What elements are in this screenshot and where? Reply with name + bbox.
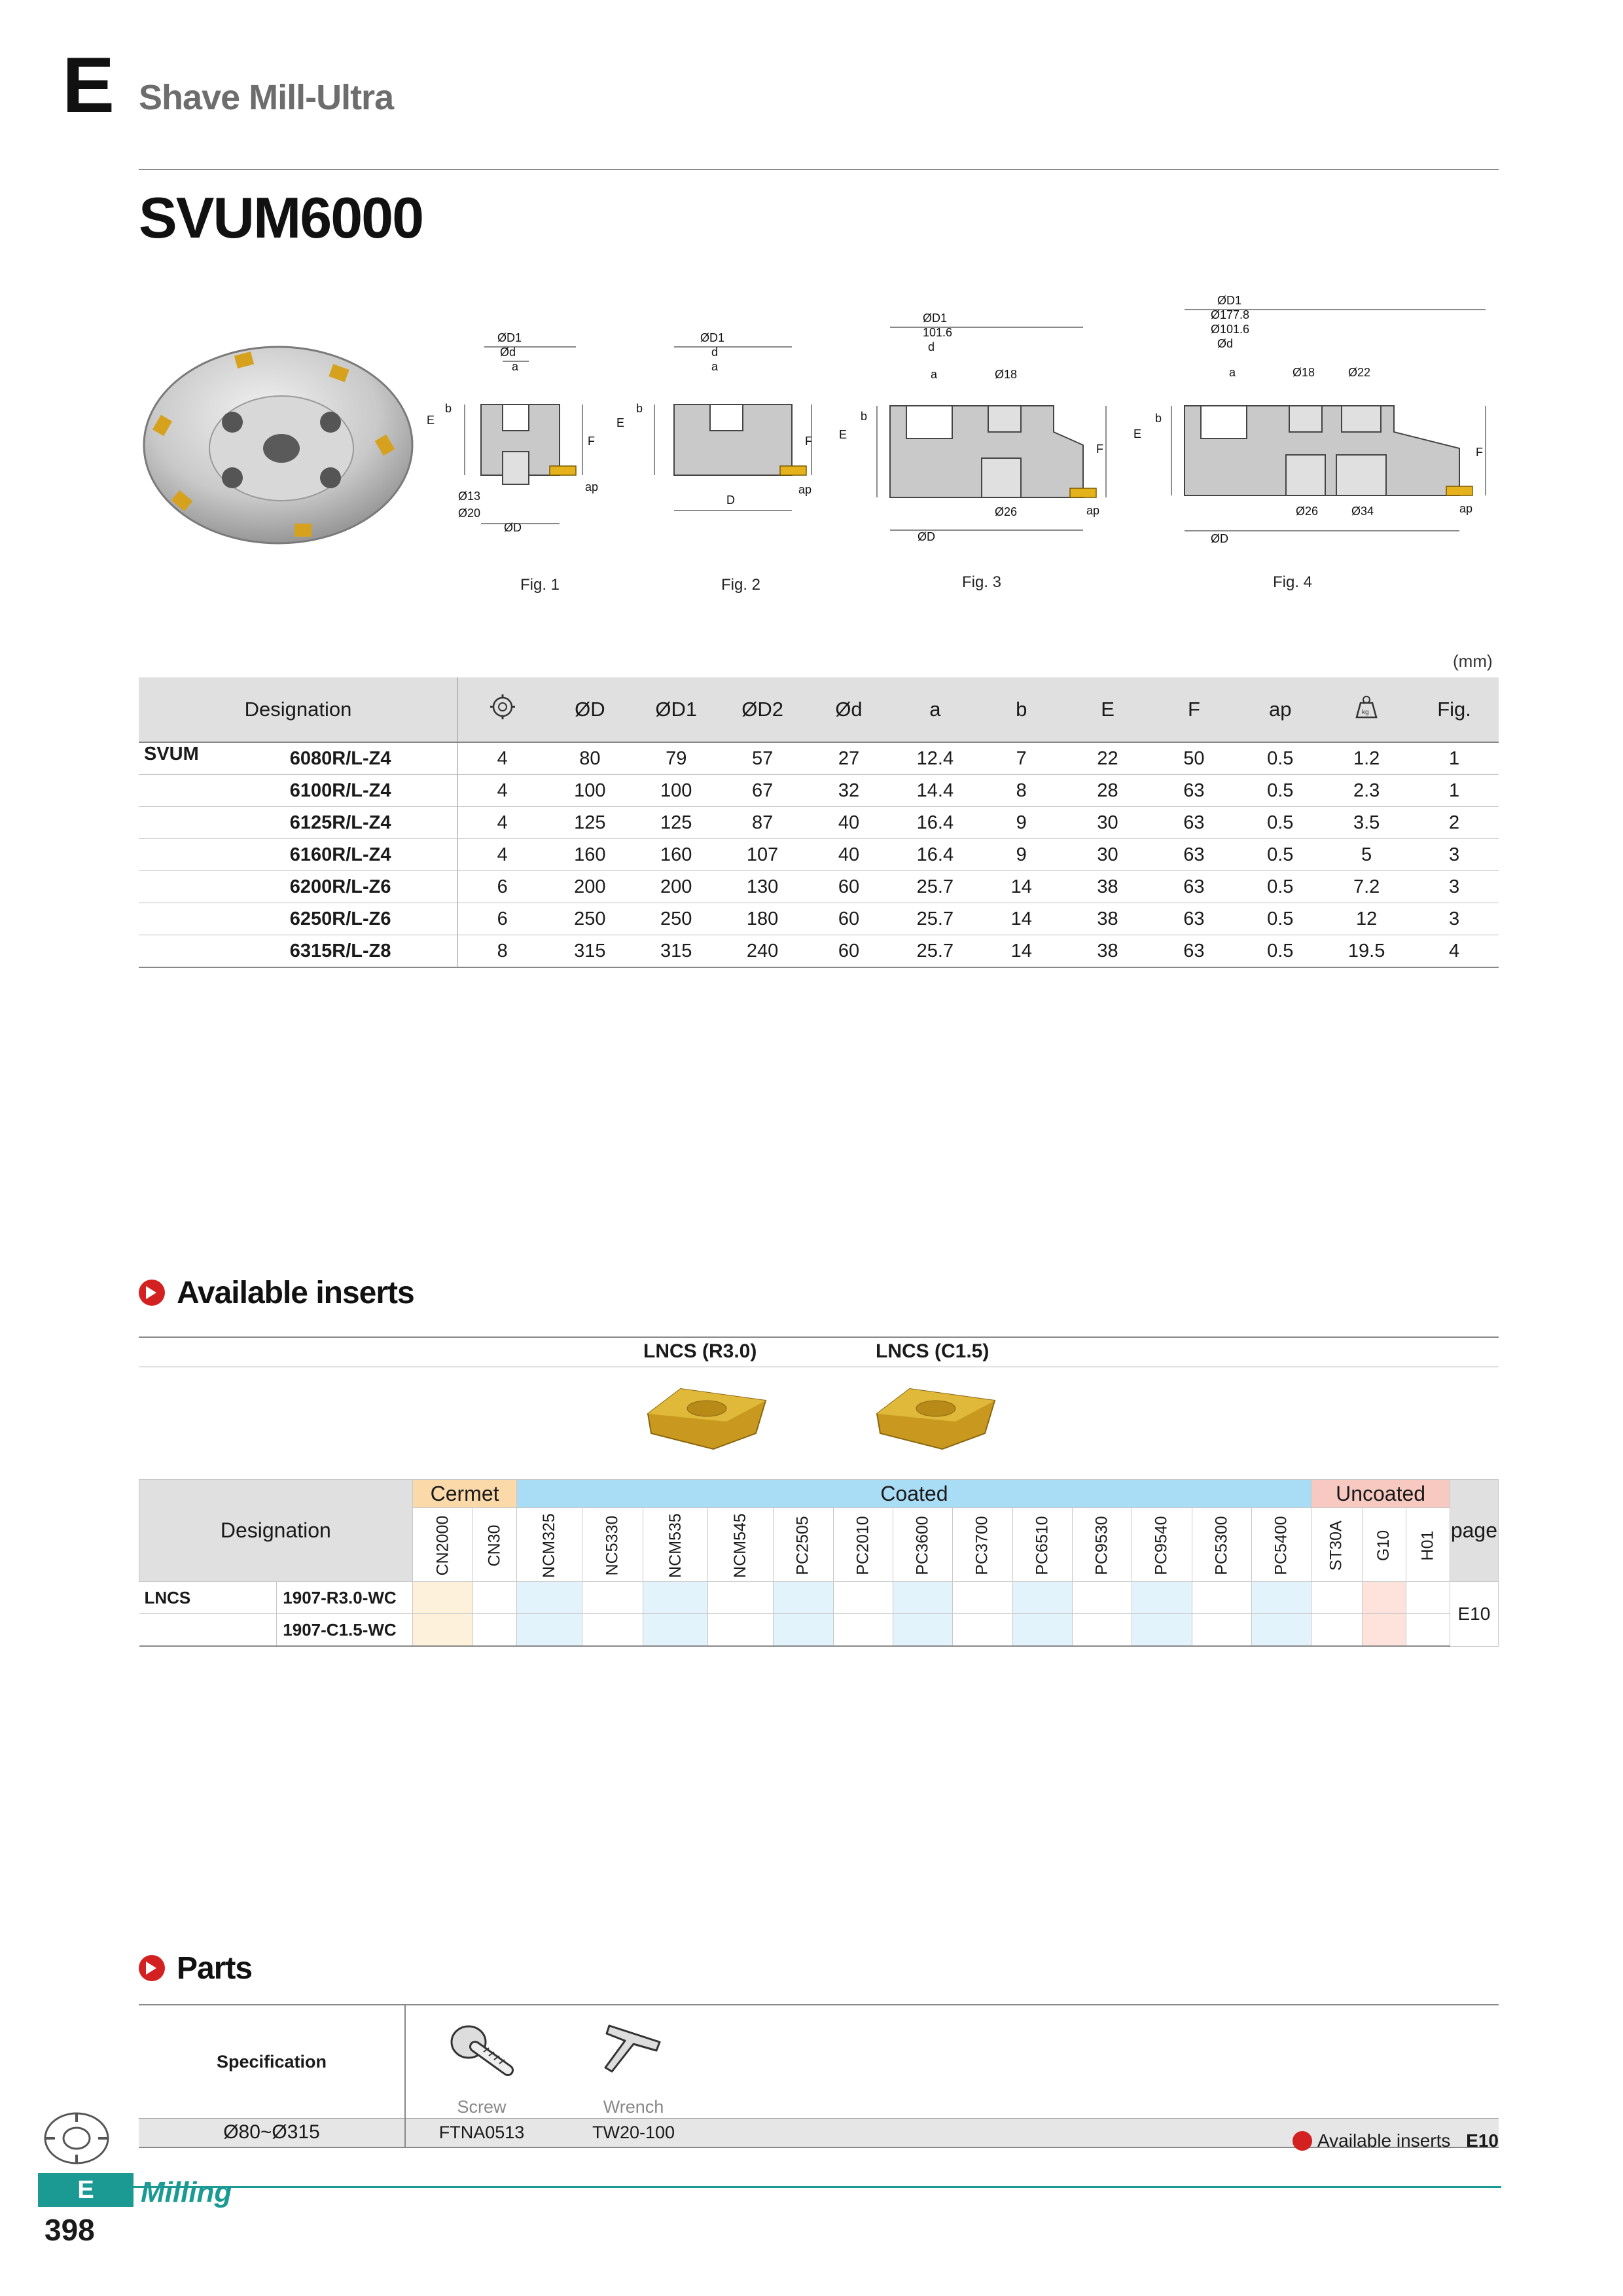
footer-section-tab: E <box>38 2173 134 2207</box>
value-cell: 38 <box>1065 935 1151 968</box>
header-a: a <box>892 677 978 742</box>
value-cell: 4 <box>1410 935 1499 968</box>
value-cell: 27 <box>806 742 892 775</box>
grade-cell <box>1311 1582 1362 1614</box>
fig2-dim-D1: ØD1 <box>700 331 725 344</box>
value-cell: 7.2 <box>1323 871 1410 903</box>
fig4-dim-E: E <box>1133 427 1142 440</box>
value-cell: 1 <box>1410 742 1499 775</box>
grade-cell <box>833 1582 893 1614</box>
family-cell <box>139 903 289 935</box>
grade-cell <box>1072 1614 1132 1647</box>
value-cell: 160 <box>633 839 719 871</box>
fig1-dim-F: F <box>588 435 595 448</box>
value-cell: 60 <box>806 871 892 903</box>
grade-cell <box>953 1614 1012 1647</box>
table-row <box>139 775 1499 807</box>
bullet-arrow-icon <box>139 1955 165 1981</box>
grade-cell <box>412 1614 473 1647</box>
weight-icon <box>1323 677 1410 742</box>
value-cell: 50 <box>1150 742 1237 775</box>
grade-cell <box>1311 1614 1362 1647</box>
header-ap: ap <box>1237 677 1323 742</box>
fig4-dim-D22: Ø22 <box>1348 366 1371 379</box>
value-cell: 12.4 <box>892 742 978 775</box>
value-cell: 100 <box>633 775 719 807</box>
grade-cell <box>1012 1582 1072 1614</box>
value-cell: 9 <box>978 839 1065 871</box>
grade-cell <box>1406 1614 1450 1647</box>
grade-cell <box>1406 1582 1450 1614</box>
footer-inserts-link[interactable]: Available inserts E10 <box>1293 2130 1499 2151</box>
grade-cell <box>473 1614 517 1647</box>
value-cell: 22 <box>1065 742 1151 775</box>
designation-cell: 6080R/L-Z4 <box>289 742 458 775</box>
value-cell: 9 <box>978 807 1065 839</box>
header-designation: Designation <box>139 677 458 742</box>
grade-cell <box>1362 1582 1406 1614</box>
fig2-label: Fig. 2 <box>721 576 761 594</box>
fig1-dim-ap: ap <box>585 480 599 493</box>
table-row <box>139 935 1499 968</box>
fig1-dim-D: ØD <box>504 521 522 534</box>
header-D2: ØD2 <box>719 677 806 742</box>
value-cell: 4 <box>458 839 547 871</box>
grade-header: NCM325 <box>517 1508 582 1582</box>
grade-cell <box>1132 1614 1192 1647</box>
parts-spec-label: Specification <box>139 2005 405 2119</box>
parts-table <box>139 2004 1499 2148</box>
cutter-photo <box>134 340 422 550</box>
unit-label: (mm) <box>1453 651 1493 671</box>
grade-header: PC5400 <box>1252 1508 1311 1582</box>
header-d: Ød <box>806 677 892 742</box>
value-cell: 32 <box>806 775 892 807</box>
grade-header: PC9530 <box>1072 1508 1132 1582</box>
header-b: b <box>978 677 1065 742</box>
value-cell: 0.5 <box>1237 871 1323 903</box>
grade-cell <box>833 1614 893 1647</box>
grade-page-header: page <box>1450 1480 1498 1582</box>
value-cell: 63 <box>1150 807 1237 839</box>
grade-cell <box>1012 1614 1072 1647</box>
value-cell: 0.5 <box>1237 807 1323 839</box>
value-cell: 0.5 <box>1237 742 1323 775</box>
fig4-label: Fig. 4 <box>1273 573 1313 591</box>
milling-cutter-icon <box>41 2109 113 2168</box>
group-cermet: Cermet <box>412 1480 517 1508</box>
insert-family-cell: LNCS <box>139 1582 277 1614</box>
value-cell: 3 <box>1410 871 1499 903</box>
insert-name-c15: LNCS (C1.5) <box>876 1340 990 1362</box>
value-cell: 60 <box>806 935 892 968</box>
fig2-dim-b: b <box>636 402 643 415</box>
value-cell: 0.5 <box>1237 839 1323 871</box>
value-cell: 125 <box>633 807 719 839</box>
parts-heading: Parts <box>139 1950 252 1986</box>
insert-designation-cell: 1907-C1.5-WC <box>276 1614 412 1647</box>
value-cell: 63 <box>1150 903 1237 935</box>
parts-wrench-code: TW20-100 <box>558 2119 709 2147</box>
fig1-dim-D20: Ø20 <box>458 507 481 520</box>
value-cell: 8 <box>978 775 1065 807</box>
value-cell: 100 <box>546 775 633 807</box>
value-cell: 3 <box>1410 903 1499 935</box>
value-cell: 6 <box>458 871 547 903</box>
fig2-dim-D: D <box>726 493 735 507</box>
teeth-icon <box>458 677 547 742</box>
value-cell: 125 <box>546 807 633 839</box>
fig4-drawing <box>1126 291 1499 553</box>
fig1-dim-E: E <box>427 414 435 427</box>
fig3-dim-ap: ap <box>1086 504 1100 517</box>
insert-family-cell <box>139 1614 277 1647</box>
grade-header: NC5330 <box>582 1508 643 1582</box>
svg-text:kg: kg <box>1362 709 1369 716</box>
fig2-drawing <box>609 327 825 524</box>
family-cell <box>139 839 289 871</box>
value-cell: 4 <box>458 807 547 839</box>
value-cell: 107 <box>719 839 806 871</box>
grade-header: CN30 <box>473 1508 517 1582</box>
value-cell: 3.5 <box>1323 807 1410 839</box>
grade-header: PC2505 <box>774 1508 833 1582</box>
value-cell: 28 <box>1065 775 1151 807</box>
value-cell: 160 <box>546 839 633 871</box>
fig3-dim-b: b <box>861 410 868 423</box>
value-cell: 8 <box>458 935 547 968</box>
fig4-dim-ap: ap <box>1459 502 1473 515</box>
value-cell: 1 <box>1410 775 1499 807</box>
value-cell: 87 <box>719 807 806 839</box>
grade-cell <box>953 1582 1012 1614</box>
value-cell: 16.4 <box>892 807 978 839</box>
value-cell: 12 <box>1323 903 1410 935</box>
value-cell: 250 <box>546 903 633 935</box>
table-row <box>139 839 1499 871</box>
grade-cell <box>582 1582 643 1614</box>
parts-item-wrench: Wrench <box>603 2097 664 2117</box>
grade-cell <box>708 1614 774 1647</box>
grade-cell <box>643 1582 708 1614</box>
insert-name-r30: LNCS (R3.0) <box>643 1340 757 1362</box>
value-cell: 40 <box>806 807 892 839</box>
grade-cell <box>517 1614 582 1647</box>
grade-cell <box>1072 1582 1132 1614</box>
grade-cell <box>1252 1614 1311 1647</box>
family-cell <box>139 871 289 903</box>
fig4-dim-D34: Ø34 <box>1351 505 1374 518</box>
insert-image-c15 <box>870 1381 1001 1453</box>
group-uncoated: Uncoated <box>1311 1480 1450 1508</box>
grade-cell <box>412 1582 473 1614</box>
value-cell: 4 <box>458 742 547 775</box>
value-cell: 57 <box>719 742 806 775</box>
family-cell <box>139 935 289 968</box>
grade-header: PC3600 <box>893 1508 952 1582</box>
grade-designation-header: Designation <box>139 1480 413 1582</box>
fig4-dim-F: F <box>1476 446 1483 459</box>
value-cell: 14.4 <box>892 775 978 807</box>
insert-row <box>139 1614 1499 1647</box>
value-cell: 25.7 <box>892 935 978 968</box>
fig4-dim-D26: Ø26 <box>1296 505 1319 518</box>
designation-cell: 6160R/L-Z4 <box>289 839 458 871</box>
grade-cell <box>473 1582 517 1614</box>
value-cell: 180 <box>719 903 806 935</box>
grade-cell <box>1192 1582 1251 1614</box>
designation-cell: 6100R/L-Z4 <box>289 775 458 807</box>
family-cell: SVUM <box>139 742 289 775</box>
value-cell: 14 <box>978 871 1065 903</box>
grade-cell <box>774 1614 833 1647</box>
value-cell: 5 <box>1323 839 1410 871</box>
grade-cell <box>774 1582 833 1614</box>
value-cell: 63 <box>1150 935 1237 968</box>
header-F: F <box>1150 677 1237 742</box>
value-cell: 200 <box>633 871 719 903</box>
grade-header: PC3700 <box>953 1508 1012 1582</box>
value-cell: 19.5 <box>1323 935 1410 968</box>
fig4-dim-D18: Ø18 <box>1293 366 1315 379</box>
grade-cell <box>517 1582 582 1614</box>
value-cell: 67 <box>719 775 806 807</box>
grade-table <box>139 1479 1499 1647</box>
grade-cell <box>1252 1582 1311 1614</box>
grade-header: H01 <box>1406 1508 1450 1582</box>
page-number: 398 <box>45 2213 95 2247</box>
fig1-dim-D13: Ø13 <box>458 490 481 503</box>
value-cell: 30 <box>1065 807 1151 839</box>
grade-header: PC6510 <box>1012 1508 1072 1582</box>
fig3-dim-D26: Ø26 <box>995 505 1018 518</box>
fig1-dim-D1: ØD1 <box>497 331 522 344</box>
value-cell: 14 <box>978 903 1065 935</box>
value-cell: 6 <box>458 903 547 935</box>
grade-header: PC2010 <box>833 1508 893 1582</box>
parts-item-screw: Screw <box>457 2097 507 2117</box>
group-coated: Coated <box>517 1480 1311 1508</box>
fig4-dim-D1: ØD1 <box>1217 294 1242 307</box>
value-cell: 3 <box>1410 839 1499 871</box>
value-cell: 0.5 <box>1237 935 1323 968</box>
value-cell: 80 <box>546 742 633 775</box>
value-cell: 60 <box>806 903 892 935</box>
value-cell: 7 <box>978 742 1065 775</box>
parts-screw-code: FTNA0513 <box>405 2119 558 2147</box>
grade-cell <box>708 1582 774 1614</box>
fig4-dim-1016: Ø101.6 <box>1211 323 1250 336</box>
value-cell: 4 <box>458 775 547 807</box>
grade-cell <box>643 1614 708 1647</box>
fig1-dim-d: Ød <box>500 346 516 359</box>
value-cell: 200 <box>546 871 633 903</box>
fig1-dim-a: a <box>512 360 519 373</box>
parts-blank <box>709 2005 1499 2096</box>
value-cell: 130 <box>719 871 806 903</box>
fig4-dim-b: b <box>1155 412 1162 425</box>
header-D1: ØD1 <box>633 677 719 742</box>
value-cell: 2 <box>1410 807 1499 839</box>
value-cell: 79 <box>633 742 719 775</box>
grade-header: NCM535 <box>643 1508 708 1582</box>
value-cell: 25.7 <box>892 903 978 935</box>
fig3-drawing <box>831 308 1119 550</box>
fig2-dim-ap: ap <box>798 483 812 496</box>
header-D: ØD <box>546 677 633 742</box>
fig2-dim-a: a <box>711 360 719 373</box>
product-title: SVUM6000 <box>139 185 423 250</box>
fig4-dim-a: a <box>1229 366 1236 379</box>
parts-blank2 <box>709 2096 1499 2119</box>
table-row <box>139 807 1499 839</box>
grade-header: G10 <box>1362 1508 1406 1582</box>
fig3-dim-F: F <box>1096 442 1103 456</box>
grade-cell <box>582 1614 643 1647</box>
header-E: E <box>1065 677 1151 742</box>
designation-cell: 6125R/L-Z4 <box>289 807 458 839</box>
insert-row <box>139 1582 1499 1614</box>
fig1-dim-b: b <box>445 402 452 415</box>
grade-cell <box>1132 1582 1192 1614</box>
screw-icon <box>405 2005 558 2096</box>
designation-cell: 6250R/L-Z6 <box>289 903 458 935</box>
family-cell <box>139 807 289 839</box>
grade-header: ST30A <box>1311 1508 1362 1582</box>
value-cell: 40 <box>806 839 892 871</box>
value-cell: 315 <box>633 935 719 968</box>
fig3-dim-D18: Ø18 <box>995 368 1018 381</box>
designation-cell: 6315R/L-Z8 <box>289 935 458 968</box>
grade-cell <box>1362 1614 1406 1647</box>
grade-header: PC9540 <box>1132 1508 1192 1582</box>
link-arrow-icon <box>1293 2131 1312 2151</box>
value-cell: 25.7 <box>892 871 978 903</box>
grade-cell <box>893 1582 952 1614</box>
insert-image-r30 <box>641 1381 772 1453</box>
grade-cell <box>1192 1614 1251 1647</box>
fig4-dim-1778: Ø177.8 <box>1211 308 1250 321</box>
value-cell: 1.2 <box>1323 742 1410 775</box>
footer-section-name: Milling <box>141 2176 232 2208</box>
grade-header: CN2000 <box>412 1508 473 1582</box>
table-row <box>139 742 1499 775</box>
value-cell: 63 <box>1150 775 1237 807</box>
insert-page-cell[interactable]: E10 <box>1450 1582 1498 1647</box>
value-cell: 0.5 <box>1237 775 1323 807</box>
designation-cell: 6200R/L-Z6 <box>289 871 458 903</box>
fig2-dim-d: d <box>711 346 719 359</box>
value-cell: 14 <box>978 935 1065 968</box>
fig3-label: Fig. 3 <box>962 573 1002 591</box>
fig3-dim-D1: ØD1 <box>923 312 948 325</box>
section-letter: E <box>62 41 115 129</box>
fig1-label: Fig. 1 <box>520 576 560 594</box>
value-cell: 38 <box>1065 871 1151 903</box>
grade-header: NCM545 <box>708 1508 774 1582</box>
grade-header: PC5300 <box>1192 1508 1251 1582</box>
value-cell: 63 <box>1150 839 1237 871</box>
fig2-dim-E: E <box>616 416 625 429</box>
table-row <box>139 903 1499 935</box>
grade-cell <box>893 1614 952 1647</box>
value-cell: 38 <box>1065 903 1151 935</box>
parts-range: Ø80~Ø315 <box>139 2119 405 2147</box>
inserts-heading: Available inserts <box>139 1275 414 1311</box>
fig2-dim-F: F <box>805 435 812 448</box>
fig4-dim-d: Ød <box>1217 337 1234 350</box>
fig3-dim-1016: 101.6 <box>923 326 953 339</box>
table-row <box>139 871 1499 903</box>
header-rule <box>139 169 1499 170</box>
fig1-drawing <box>419 327 615 550</box>
value-cell: 63 <box>1150 871 1237 903</box>
value-cell: 240 <box>719 935 806 968</box>
bullet-arrow-icon <box>139 1280 165 1306</box>
fig3-dim-E: E <box>839 428 847 441</box>
fig3-dim-a: a <box>931 368 938 381</box>
value-cell: 2.3 <box>1323 775 1410 807</box>
footer-band <box>134 2186 1501 2188</box>
header-fig: Fig. <box>1410 677 1499 742</box>
fig4-dim-D: ØD <box>1211 532 1228 545</box>
wrench-icon <box>558 2005 709 2096</box>
fig3-dim-d: d <box>928 340 935 353</box>
fig3-dim-D: ØD <box>918 530 935 543</box>
value-cell: 16.4 <box>892 839 978 871</box>
value-cell: 315 <box>546 935 633 968</box>
insert-designation-cell: 1907-R3.0-WC <box>276 1582 412 1614</box>
spec-table <box>139 677 1499 968</box>
value-cell: 30 <box>1065 839 1151 871</box>
family-cell <box>139 775 289 807</box>
value-cell: 0.5 <box>1237 903 1323 935</box>
value-cell: 250 <box>633 903 719 935</box>
inserts-rule <box>139 1336 1499 1338</box>
section-title: Shave Mill-Ultra <box>139 78 394 117</box>
